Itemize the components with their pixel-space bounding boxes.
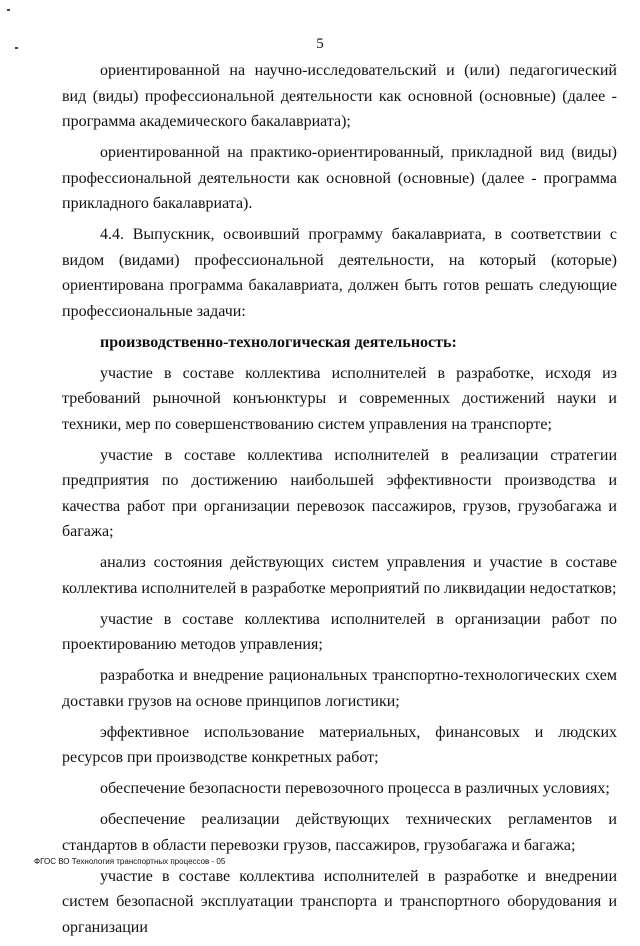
document-body (62, 58, 617, 946)
list-item: эффективное использование материальных, финансовых и людских ресурсов при производстве конкретных работ; (62, 723, 617, 766)
list-item: участие в составе коллектива исполнителей в реализации стратегии предприятия по достижению наибольшей эффективности производства и качества работ при организации перевозок пассажиров, грузов, грузобагажа и багажа; (62, 446, 617, 540)
list-item: участие в составе коллектива исполнителей в разработке, исходя из требований рыночной конъюнктуры и современных достижений науки и техники, мер по совершенствованию систем управления на транспорте; (62, 364, 617, 433)
paragraph-academic-bachelor: ориентированной на научно-исследовательский и (или) педагогический вид (виды) профессиональной деятельности как основной (основные) (далее - программа академического бакалавриата); (62, 62, 617, 130)
list-item: разработка и внедрение рациональных транспортно-технологических схем доставки грузов на основе принципов логистики; (62, 667, 617, 710)
page-number: 5 (316, 36, 324, 52)
document-footer: ФГОС ВО Технология транспортных процессов - 05 (34, 857, 226, 866)
list-item: участие в составе коллектива исполнителей в разработке и внедрении систем безопасной эксплуатации транспорта и транспортного оборудования и организации (62, 867, 617, 936)
list-item: обеспечение безопасности перевозочного процесса в различных условиях; (100, 780, 610, 797)
scan-mark-top (7, 9, 10, 11)
list-item: участие в составе коллектива исполнителей в организации работ по проектированию методов управления; (62, 610, 617, 653)
list-item: обеспечение реализации действующих технических регламентов и стандартов в области перевозки грузов, пассажиров, грузобагажа и багажа; (62, 811, 617, 854)
section-heading: производственно-технологическая деятельность: (100, 333, 457, 351)
list-item: анализ состояния действующих систем управления и участие в составе коллектива исполнителей в разработке мероприятий по ликвидации недостатков; (62, 554, 617, 597)
paragraph-clause-4-4: 4.4. Выпускник, освоивший программу бакалавриата, в соответствии с видом (видами) профессиональной деятельности, на который (которые) ориентирована программа бакалавриата, должен быть готов решать следующие профессиональные задачи: (62, 226, 617, 320)
paragraph-applied-bachelor: ориентированной на практико-ориентированный, прикладной вид (виды) профессиональной деятельности как основной (основные) (далее - программа прикладного бакалавриата). (62, 144, 617, 212)
